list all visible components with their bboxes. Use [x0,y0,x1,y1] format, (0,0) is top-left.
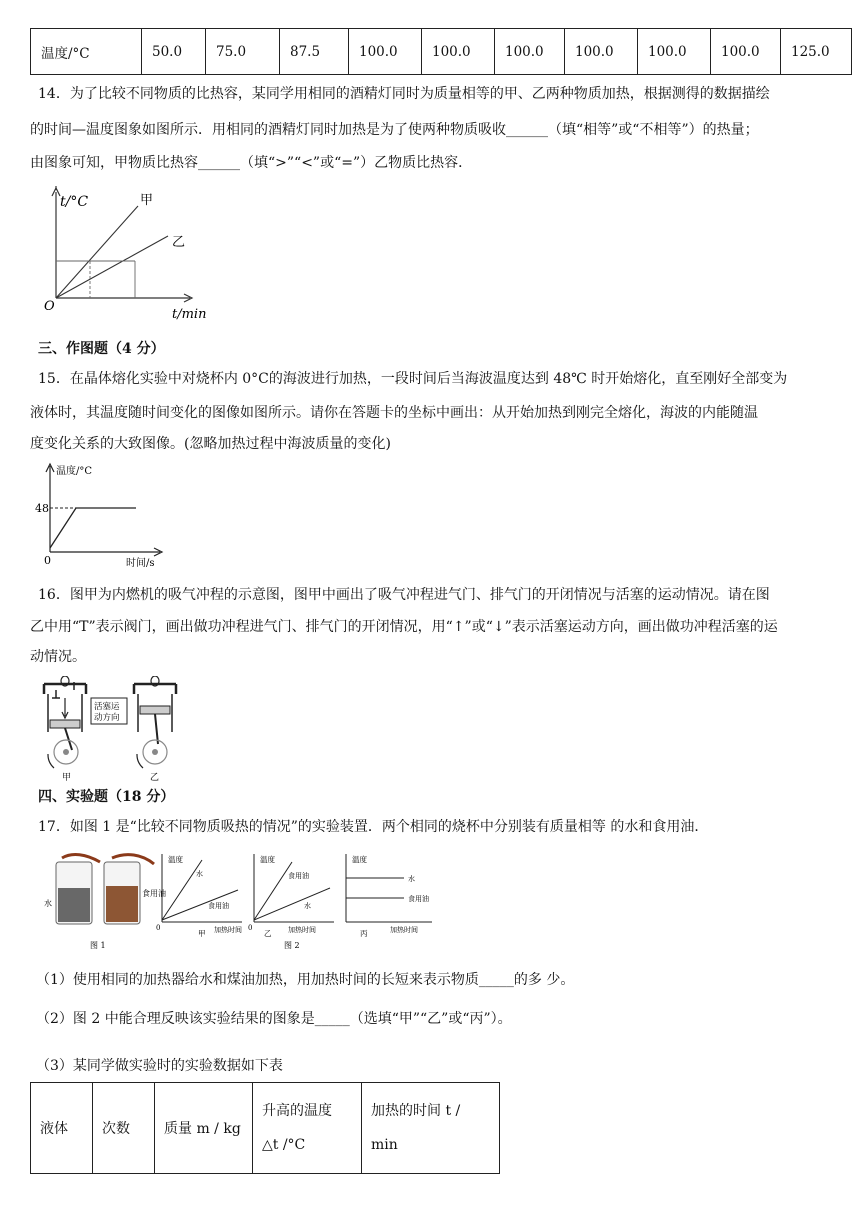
header-heating-time-line1: 加热的时间 t / [371,1103,461,1119]
water-line-label: 水 [408,875,415,883]
q16-line3: 动情况。 [30,649,86,665]
graph-bing [346,854,432,938]
table-cell: 87.5 [280,29,349,75]
row-label: 温度/°C [31,29,142,75]
q14-time-temperature-graph [30,186,220,326]
graph-name: 甲 [198,929,206,938]
header-count: 次数 [93,1083,155,1174]
oil-line-label: 食用油 [408,895,429,903]
figure2-caption: 图 2 [284,941,300,950]
header-heating-time-line2: min [371,1137,398,1153]
origin-label: 0 [156,924,161,932]
y-axis-label: 温度/°C [56,466,93,477]
table-cell: 100.0 [422,29,495,75]
table-cell: 100.0 [711,29,781,75]
q17-part1: （1）使用相同的加热器给水和煤油加热，用加热时间的长短来表示物质_____的多 少。 [36,972,575,988]
section3-heading: 三、作图题（4 分） [38,341,165,357]
series-jia-line [56,206,138,298]
q16-engine-figure [38,676,188,786]
table-cell: 125.0 [781,29,852,75]
q14-line2: 的时间—温度图象如图所示．用相同的酒精灯同时加热是为了使两种物质吸收______（填“相等”或“不相等”）的热量； [30,122,759,138]
y-tick-48: 48 [35,502,49,515]
q17-figures [42,850,442,956]
q15-melting-graph [30,460,180,570]
oil-line-label: 食用油 [288,872,309,880]
oil-line-label: 食用油 [208,902,229,910]
oil-label: 食用油 [142,889,166,898]
y-label: 温度 [260,855,275,864]
series-jia-label: 甲 [140,193,154,208]
series-yi-line [56,236,168,298]
q14-line1: 14．为了比较不同物质的比热容，某同学用相同的酒精灯同时为质量相等的甲、乙两种物质加热，根据测得的数据描绘 [38,86,770,102]
temperature-table [30,28,852,75]
table-cell: 100.0 [349,29,422,75]
header-liquid: 液体 [31,1083,93,1174]
table-cell: 50.0 [142,29,206,75]
water-label: 水 [44,899,52,908]
header-temp-rise-line2: △t /°C [262,1137,306,1153]
y-axis-label: t/°C [60,194,89,210]
x-label: 加热时间 [214,926,242,934]
q15-line1: 15．在晶体熔化实验中对烧杯内 0°C的海波进行加热，一段时间后当海波温度达到 48℃ 时开始熔化，直至刚好全部变为 [38,371,788,387]
graph-jia [156,854,242,938]
table-header-row [31,1083,500,1174]
origin-label: O [44,299,55,314]
x-axis-label: 时间/s [126,558,155,569]
graph-name: 乙 [264,929,272,938]
table-cell: 100.0 [495,29,565,75]
y-label: 温度 [352,855,367,864]
origin-label: 0 [44,554,51,567]
header-heating-time [362,1083,500,1174]
section4-heading: 四、实验题（18 分） [38,789,175,805]
melting-curve [50,508,136,548]
table-row [31,29,852,75]
header-temp-rise-line1: 升高的温度 [262,1103,332,1119]
table-cell: 100.0 [638,29,711,75]
q15-line2: 液体时，其温度随时间变化的图像如图所示。请你在答题卡的坐标中画出：从开始加热到刚完全熔化，海波的内能随温 [30,405,758,421]
water-line-label: 水 [196,870,203,878]
graph-name: 丙 [360,929,368,938]
q16-line1: 16．图甲为内燃机的吸气冲程的示意图，图甲中画出了吸气冲程进气门、排气门的开闭情况与活塞的运动情况。请在图 [38,587,770,603]
figure1-caption: 图 1 [90,941,106,950]
header-temp-rise [253,1083,362,1174]
table-cell: 75.0 [206,29,280,75]
engine-jia-label: 甲 [62,773,72,783]
q17-intro: 17．如图 1 是“比较不同物质吸热的情况”的实验装置．两个相同的烧杯中分别装有质量相等 的水和食用油． [38,819,709,835]
engine-yi-label: 乙 [150,773,160,783]
y-label: 温度 [168,855,183,864]
x-axis-label: t/min [172,307,207,322]
header-mass: 质量 m / kg [155,1083,253,1174]
experiment-data-table [30,1082,500,1174]
q17-part2: （2）图 2 中能合理反映该实验结果的图象是_____（选填“甲”“乙”或“丙”）。 [36,1011,512,1027]
x-label: 加热时间 [288,926,316,934]
x-label: 加热时间 [390,926,418,934]
series-yi-label: 乙 [172,235,186,250]
box-label-line1: 活塞运 [94,702,120,712]
q17-part3: （3）某同学做实验时的实验数据如下表 [36,1058,283,1074]
figure1-beakers [44,855,166,950]
q15-line3: 度变化关系的大致图像。(忽略加热过程中海波质量的变化) [30,436,391,452]
graph-yi [248,854,334,950]
engine-jia [44,676,86,783]
q16-line2: 乙中用“T”表示阀门，画出做功冲程进气门、排气门的开闭情况，用“↑”或“↓”表示活塞运动方向，画出做功冲程活塞的运 [30,619,778,635]
water-line-label: 水 [304,902,311,910]
engine-yi [134,676,176,783]
table-cell: 100.0 [565,29,638,75]
origin-label: 0 [248,924,253,932]
box-label-line2: 动方向 [94,713,120,723]
q14-line3: 由图象可知，甲物质比热容______（填“>”“<”或“=”）乙物质比热容． [30,155,473,171]
